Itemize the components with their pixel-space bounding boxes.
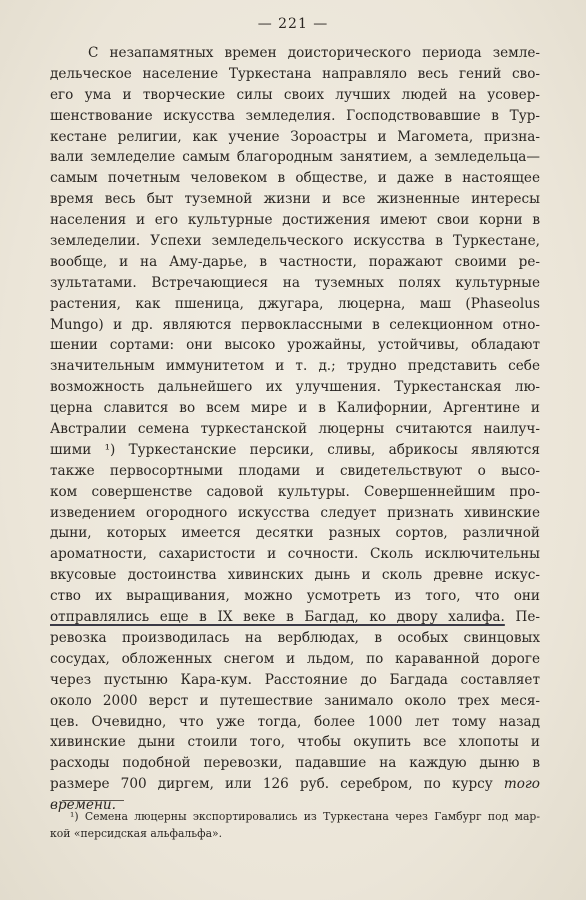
text-line: Австралии семена туркестанской люцерны считаются наилуч-	[50, 421, 540, 438]
text-line: вообще, и на Аму-дарье, в частности, поражают своими ре-	[50, 253, 540, 270]
text-line: кестане религии, как учение Зороастры и Магомета, призна-	[50, 128, 540, 145]
text-line: ревозка производилась на верблюдах, в особых свинцовых	[50, 629, 540, 646]
text-line: сосудах, обложенных снегом и льдом, по караванной дороге	[50, 650, 540, 667]
text-line: растения, как пшеница, джугара, люцерна, маш (Phaseolus	[50, 295, 540, 312]
text-line: дыни, которых имеется десятки разных сортов, различной	[50, 525, 540, 542]
text-fragment: Пе-	[504, 609, 540, 626]
text-line: его ума и творческие силы своих лучших людей на усовер-	[50, 86, 540, 103]
text-line: Mungo) и др. являются первоклассными в селекционном отно-	[50, 316, 540, 333]
text-line: шении сортами: они высоко урожайны, устойчивы, обладают	[50, 337, 540, 354]
text-line: расходы подобной перевозки, падавшие на каждую дыню в	[50, 755, 540, 772]
text-line-underlined	[50, 607, 540, 628]
text-line: значительным иммунитетом и т. д.; трудно представить себе	[50, 358, 540, 375]
text-line: хивинские дыни стоили того, чтобы окупить все хлопоты и	[50, 734, 540, 751]
text-line: земледелии. Успехи земледельческого искусства в Туркестане,	[50, 233, 540, 250]
text-line: изведением огородного искусства следует признать хивинские	[50, 504, 540, 521]
text-line: ком совершенстве садовой культуры. Совершеннейшим про-	[50, 483, 540, 500]
italic-word: времени.	[50, 797, 117, 814]
text-line: вкусовые достоинства хивинских дынь и сколь древне искус-	[50, 567, 540, 584]
text-line: ароматности, сахаристости и сочности. Сколь исключительны	[50, 546, 540, 563]
text-line: время весь быт туземной жизни и все жизненные интересы	[50, 191, 540, 208]
text-line-with-italic	[50, 774, 540, 795]
text-line: церна славится во всем мире и в Калифорнии, Аргентине и	[50, 400, 540, 417]
text-line: шими ¹) Туркестанские персики, сливы, абрикосы являются	[50, 441, 540, 458]
footnote-line: ¹) Семена люцерны экспортировались из Туркестана через Гамбург под мар-	[70, 810, 540, 823]
main-paragraph	[50, 43, 540, 816]
page-number: — 221 —	[257, 16, 329, 32]
text-line: шенствование искусства земледелия. Господствовавшие в Тур-	[50, 107, 540, 124]
text-line: зультатами. Встречающиеся на туземных полях культурные	[50, 274, 540, 291]
text-fragment: размере 700 диргем, или 126 руб. серебром, по курсу	[50, 776, 493, 793]
text-line: ство их выращивания, можно усмотреть из того, что они	[50, 588, 540, 605]
text-line: цев. Очевидно, что уже тогда, более 1000 лет тому назад	[50, 713, 540, 730]
text-line: населения и его культурные достижения имеют свои корни в	[50, 212, 540, 229]
text-line: вали земледелие самым благородным занятием, а земледельца—	[50, 149, 540, 166]
footnote-line: кой «персидская альфальфа».	[50, 827, 223, 840]
italic-word: того	[503, 776, 540, 793]
footnote-divider	[62, 800, 124, 801]
footnote	[50, 808, 540, 842]
text-line: самым почетным человеком в обществе, и даже в настоящее	[50, 170, 540, 187]
text-line: С незапамятных времен доисторического периода земле-	[88, 45, 540, 61]
text-line: также первосортными плодами и свидетельствуют о высо-	[50, 462, 540, 479]
text-line: через пустыню Кара-кум. Расстояние до Багдада составляет	[50, 671, 540, 688]
text-line: возможность дальнейшего их улучшения. Туркестанская лю-	[50, 379, 540, 396]
text-line: около 2000 верст и путешествие занимало около трех меся-	[50, 692, 540, 709]
text-line: дельческое население Туркестана направляло весь гений сво-	[50, 65, 540, 82]
underlined-phrase: отправлялись еще в IX веке в Багдад, ко двору халифа.	[50, 609, 505, 626]
